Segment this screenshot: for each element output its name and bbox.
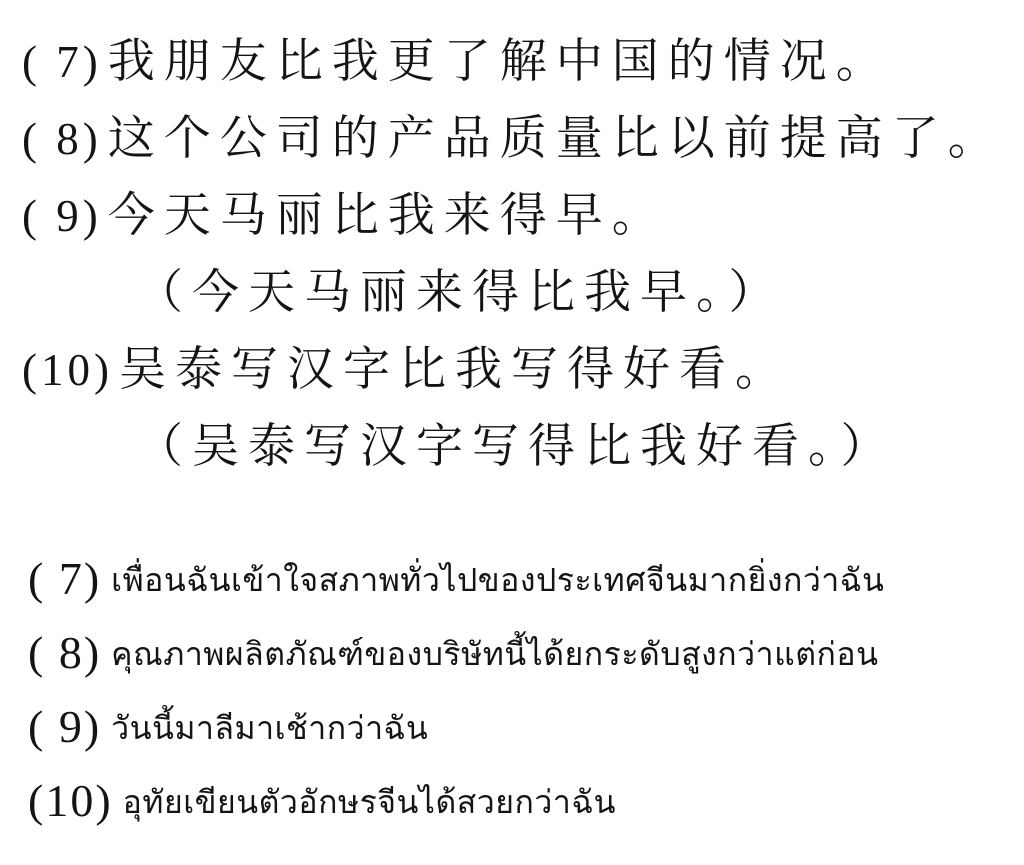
- sentence-text: อุทัยเขียนตัวอักษรจีนได้สวยกว่าฉัน: [122, 783, 616, 820]
- line-number: ( 8): [28, 626, 102, 678]
- line-number: ( 9): [22, 191, 102, 241]
- th-sentence-10: [28, 763, 1024, 837]
- line-number: ( 9): [28, 700, 102, 752]
- th-sentence-9: [28, 689, 1024, 763]
- sentence-text: วันนี้มาลีมาเช้ากว่าฉัน: [111, 709, 429, 746]
- cn-sentence-7: [22, 24, 1024, 101]
- sentence-text: คุณภาพผลิตภัณฑ์ของบริษัทนี้ได้ยกระดับสูงกว่าแต่ก่อน: [111, 635, 879, 672]
- cn-sentence-8: [22, 101, 1024, 178]
- sentence-text: 我朋友比我更了解中国的情况。: [107, 36, 892, 88]
- sentence-text: （今天马丽来得比我早。）: [136, 267, 785, 319]
- sentence-text: 今天马丽比我来得早。: [107, 190, 668, 242]
- th-sentence-8: [28, 615, 1024, 689]
- sentence-text: 这个公司的产品质量比以前提高了。: [107, 113, 1004, 165]
- line-number: ( 8): [22, 114, 102, 164]
- line-number: ( 7): [22, 37, 102, 87]
- cn-sentence-10-variant: [22, 409, 1024, 486]
- cn-sentence-9-variant: [22, 255, 1024, 332]
- line-number: (10): [28, 774, 113, 826]
- sentence-text: เพื่อนฉันเข้าใจสภาพทั่วไปของประเทศจีนมากยิ่งกว่าฉัน: [111, 561, 885, 598]
- th-sentence-7: [28, 541, 1024, 615]
- cn-sentence-10: [22, 332, 1024, 409]
- sentence-text: （吴泰写汉字写得比我好看。）: [136, 421, 897, 473]
- line-number: ( 7): [28, 552, 102, 604]
- sentence-text: 吴泰写汉字比我写得好看。: [118, 344, 791, 396]
- chinese-sentence-section: [22, 24, 1024, 486]
- line-number: (10): [22, 345, 113, 395]
- cn-sentence-9: [22, 178, 1024, 255]
- thai-translation-section: [22, 541, 1024, 837]
